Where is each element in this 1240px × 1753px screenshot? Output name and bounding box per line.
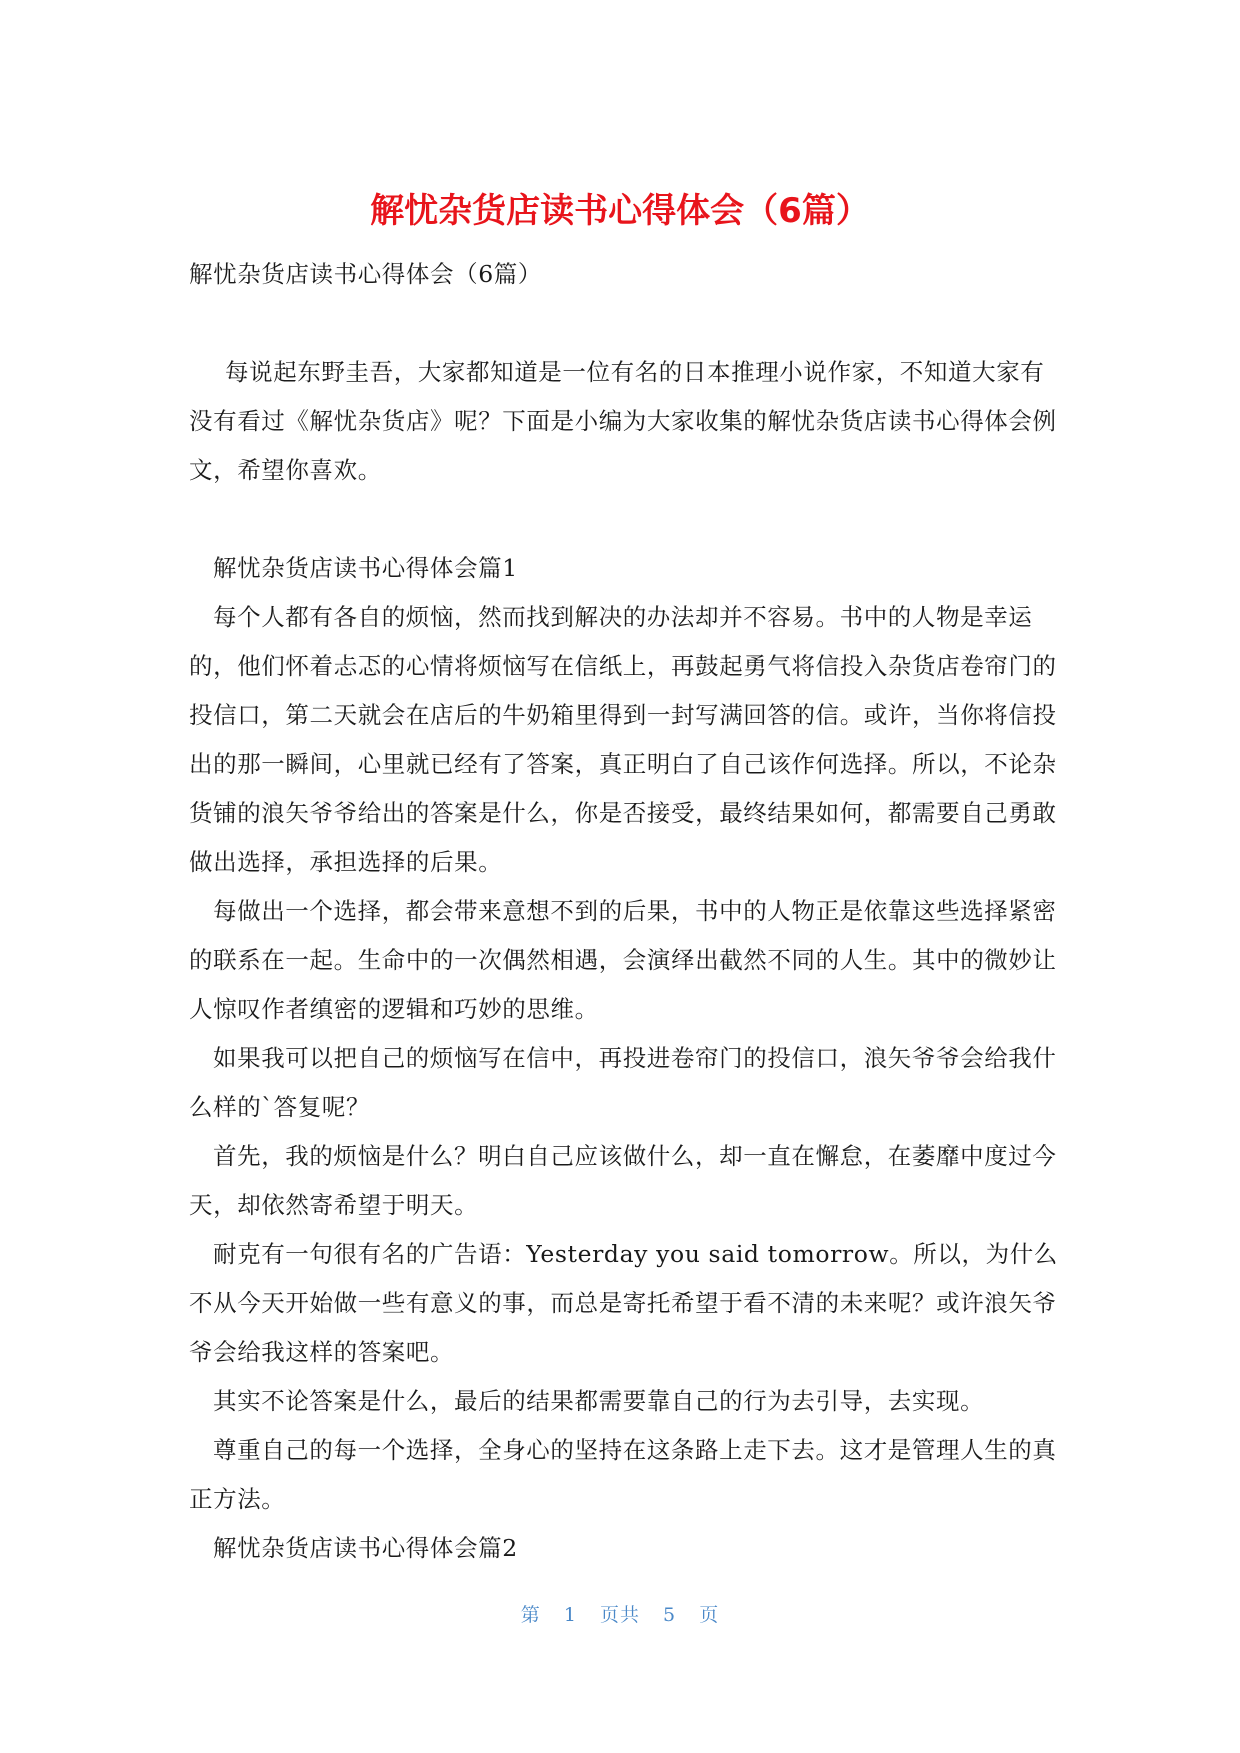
document-subtitle: 解忧杂货店读书心得体会（6篇）: [189, 260, 542, 288]
document-title: 解忧杂货店读书心得体会（6篇）: [370, 191, 870, 231]
section-heading-1: 解忧杂货店读书心得体会篇1: [213, 554, 518, 582]
footer-suffix: 页: [699, 1604, 720, 1626]
body-paragraph: 如果我可以把自己的烦恼写在信中，再投进卷帘门的投信口，浪矢爷爷会给我什么样的`答复呢？: [189, 1044, 1057, 1121]
section-heading-2: 解忧杂货店读书心得体会篇2: [213, 1534, 518, 1562]
footer-middle: 页共: [599, 1604, 640, 1626]
body-paragraph: 耐克有一句很有名的广告语：Yesterday you said tomorrow。所以，为什么不从今天开始做一些有意义的事，而总是寄托希望于看不清的未来呢？或许浪矢爷爷会给我这样的答案吧。: [189, 1240, 1058, 1366]
body-paragraph: 首先，我的烦恼是什么？明白自己应该做什么，却一直在懈怠，在萎靡中度过今天，却依然寄希望于明天。: [189, 1142, 1057, 1219]
footer-total-pages: 5: [663, 1604, 677, 1626]
body-paragraph: 尊重自己的每一个选择，全身心的坚持在这条路上走下去。这才是管理人生的真正方法。: [189, 1436, 1057, 1513]
footer-current-page: 1: [563, 1604, 577, 1626]
footer-prefix: 第: [520, 1604, 541, 1626]
intro-paragraph: 每说起东野圭吾，大家都知道是一位有名的日本推理小说作家，不知道大家有没有看过《解忧杂货店》呢？下面是小编为大家收集的解忧杂货店读书心得体会例文，希望你喜欢。: [189, 358, 1057, 484]
body-paragraph: 其实不论答案是什么，最后的结果都需要靠自己的行为去引导，去实现。: [213, 1387, 985, 1415]
body-paragraph: 每做出一个选择，都会带来意想不到的后果，书中的人物正是依靠这些选择紧密的联系在一起。生命中的一次偶然相遇，会演绎出截然不同的人生。其中的微妙让人惊叹作者缜密的逻辑和巧妙的思维。: [189, 897, 1057, 1023]
body-paragraph: 每个人都有各自的烦恼，然而找到解决的办法却并不容易。书中的人物是幸运的，他们怀着忐忑的心情将烦恼写在信纸上，再鼓起勇气将信投入杂货店卷帘门的投信口，第二天就会在店后的牛奶箱里得到一封写满回答的信。或许，当你将信投出的那一瞬间，心里就已经有了答案，真正明白了自己该作何选择。所以，不论杂货铺的浪矢爷爷给出的答案是什么，你是否接受，最终结果如何，都需要自己勇敢做出选择，承担选择的后果。: [189, 603, 1057, 876]
document-body: [189, 250, 1059, 1573]
page-footer: [0, 1600, 1240, 1627]
